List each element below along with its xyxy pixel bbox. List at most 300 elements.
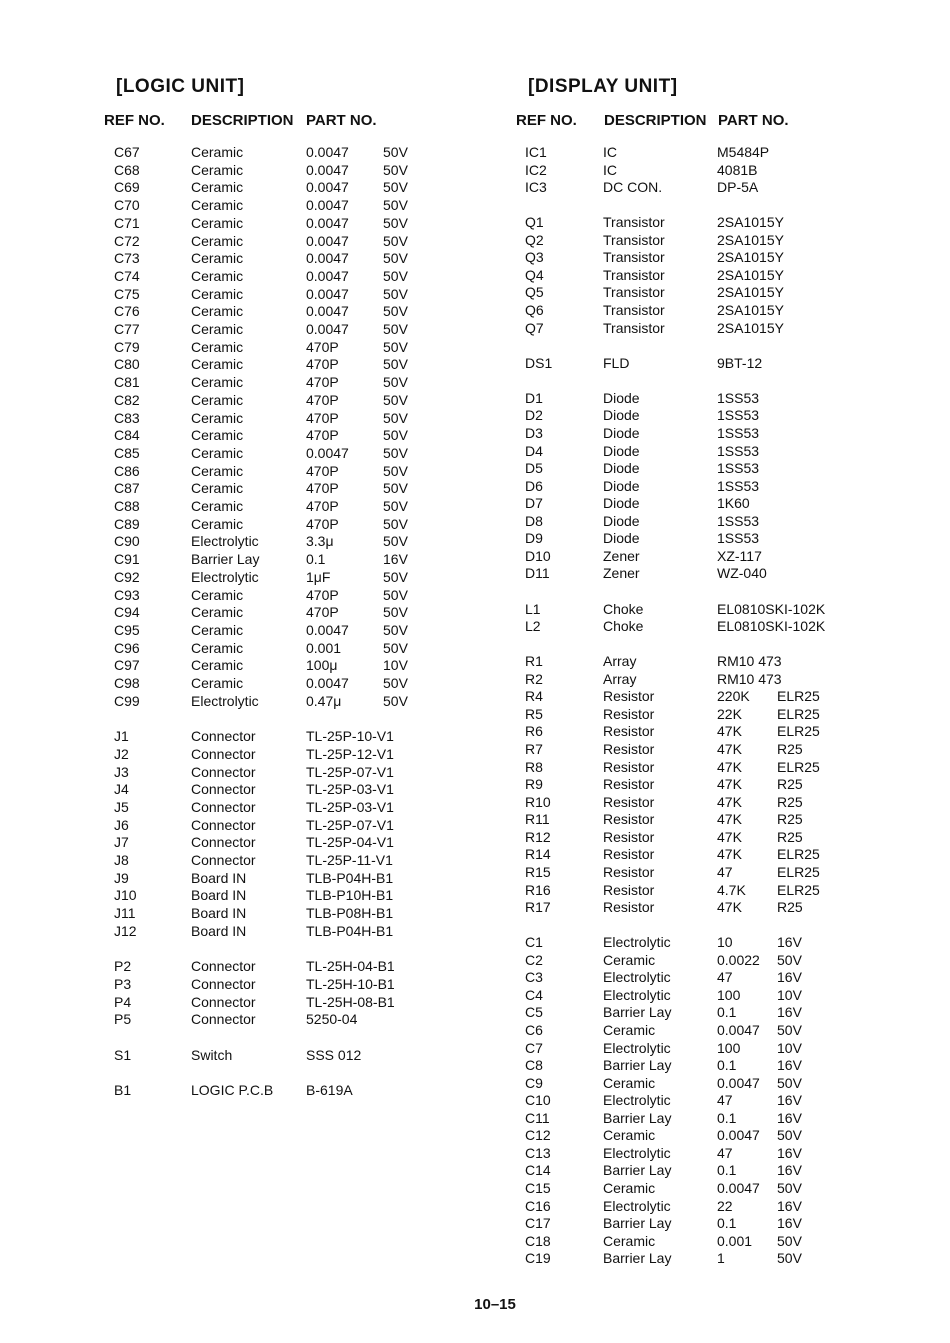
logic-ref-no: P4: [114, 993, 132, 1010]
logic-ref-no: J6: [114, 816, 129, 833]
logic-part-no: 470P: [306, 409, 339, 426]
display-part-no: 47K: [717, 776, 742, 793]
logic-description: Ceramic: [191, 427, 244, 444]
logic-part-no: B-619A: [306, 1082, 353, 1099]
display-part-no: 4.7K: [717, 881, 746, 898]
display-ref-no: D3: [525, 424, 543, 441]
display-part-no: DP-5A: [717, 179, 759, 196]
logic-rating: 50V: [383, 675, 408, 691]
logic-unit-title: [LOGIC UNIT]: [116, 76, 245, 97]
display-part-no: EL0810SKI-102K: [717, 600, 826, 617]
logic-description: Connector: [191, 993, 256, 1010]
logic-part-no: 0.0047: [306, 285, 349, 302]
display-part-no: 0.0047: [717, 1074, 760, 1091]
logic-ref-no: P3: [114, 975, 132, 992]
logic-ref-no: J9: [114, 869, 129, 886]
display-part-no: 1K60: [717, 495, 750, 512]
logic-ref-no: C93: [114, 586, 140, 603]
logic-rating: 50V: [383, 427, 408, 444]
display-rating: 10V: [777, 1039, 802, 1056]
logic-part-no: 0.0047: [306, 197, 349, 214]
display-description: Transistor: [603, 249, 665, 266]
display-part-no: 47: [717, 1144, 733, 1161]
display-ref-no: R12: [525, 828, 551, 845]
display-rating: R25: [777, 741, 803, 758]
display-description: Array: [603, 670, 637, 687]
display-description: Barrier Lay: [603, 1004, 672, 1021]
display-description: Choke: [603, 600, 644, 617]
logic-description: Connector: [191, 958, 256, 975]
display-rating: ELR25: [777, 723, 820, 740]
display-description: Diode: [603, 530, 640, 547]
display-description: Barrier Lay: [603, 1162, 672, 1179]
logic-part-no: TLB-P04H-B1: [306, 869, 394, 886]
display-part-no: 47K: [717, 793, 742, 810]
logic-part-no: 0.0047: [306, 321, 349, 337]
display-part-no: 22K: [717, 705, 742, 722]
display-unit-title: [DISPLAY UNIT]: [528, 76, 678, 97]
display-rating: 16V: [777, 1109, 802, 1126]
logic-rating: 50V: [383, 480, 408, 497]
display-part-no: 2SA1015Y: [717, 319, 784, 336]
logic-part-no: TLB-P08H-B1: [306, 905, 394, 922]
display-description: Resistor: [603, 688, 655, 705]
display-rating: 16V: [777, 1144, 802, 1161]
logic-ref-no: J12: [114, 922, 137, 939]
display-rating: ELR25: [777, 863, 820, 880]
logic-header-part: PART NO.: [306, 112, 377, 129]
logic-ref-no: P5: [114, 1011, 132, 1028]
display-ref-no: R1: [525, 653, 543, 670]
display-rating: ELR25: [777, 705, 820, 722]
logic-ref-no: C84: [114, 427, 140, 444]
logic-rating: 50V: [383, 356, 408, 373]
display-part-no: 0.1: [717, 1109, 737, 1126]
display-part-no: 47K: [717, 723, 742, 740]
logic-ref-no: J11: [114, 905, 136, 922]
display-description: Transistor: [603, 231, 665, 248]
logic-description: Ceramic: [191, 197, 244, 214]
display-description: Barrier Lay: [603, 1215, 672, 1232]
logic-description: Board IN: [191, 887, 247, 904]
display-part-no: 47: [717, 969, 733, 986]
display-ref-no: C7: [525, 1039, 543, 1056]
display-ref-no: IC2: [525, 161, 547, 178]
logic-description: Connector: [191, 852, 256, 868]
logic-description: Ceramic: [191, 657, 244, 674]
display-part-no: 47K: [717, 846, 742, 863]
logic-part-no: TLB-P10H-B1: [306, 887, 394, 904]
logic-description: Connector: [191, 1011, 256, 1028]
logic-part-no: 0.0047: [306, 161, 349, 178]
display-rating: 50V: [777, 1232, 802, 1249]
logic-ref-no: C72: [114, 232, 140, 249]
logic-description: Board IN: [191, 905, 247, 922]
display-part-no: 1SS53: [717, 477, 760, 494]
display-description: Electrolytic: [603, 1144, 671, 1161]
logic-rating: 50V: [383, 179, 408, 196]
display-part-no: 47K: [717, 758, 742, 775]
display-ref-no: Q3: [525, 249, 544, 266]
logic-ref-no: C70: [114, 197, 140, 214]
display-ref-no: D4: [525, 442, 543, 459]
display-description: Resistor: [603, 846, 655, 863]
logic-part-no: 470P: [306, 427, 339, 444]
display-part-no: 0.1: [717, 1057, 737, 1074]
display-ref-no: C4: [525, 986, 543, 1003]
logic-rating: 50V: [383, 267, 408, 284]
display-part-no: XZ-117: [717, 547, 762, 564]
logic-rating: 50V: [383, 639, 408, 656]
logic-ref-no: C97: [114, 657, 140, 674]
logic-part-no: 470P: [306, 374, 339, 391]
logic-description: Ceramic: [191, 338, 244, 355]
display-description: Electrolytic: [603, 986, 671, 1003]
logic-description: Ceramic: [191, 409, 244, 426]
logic-ref-no: C87: [114, 480, 140, 497]
display-ref-no: R5: [525, 705, 543, 722]
display-description: IC: [603, 161, 617, 178]
logic-description: Electrolytic: [191, 692, 259, 709]
display-description: Ceramic: [603, 1022, 656, 1038]
logic-description: Ceramic: [191, 144, 244, 160]
logic-ref-no: C69: [114, 179, 140, 196]
logic-ref-no: C91: [114, 551, 140, 568]
logic-description: Ceramic: [191, 391, 244, 408]
display-description: Resistor: [603, 741, 655, 758]
display-ref-no: IC3: [525, 179, 547, 196]
display-description: Ceramic: [603, 1127, 656, 1144]
logic-rating: 50V: [383, 462, 408, 479]
display-part-no: 22: [717, 1197, 733, 1214]
display-ref-no: D2: [525, 407, 543, 424]
display-part-no: 0.1: [717, 1215, 737, 1232]
display-part-no: EL0810SKI-102K: [717, 618, 826, 635]
display-description: Ceramic: [603, 951, 656, 968]
display-description: Resistor: [603, 881, 655, 898]
logic-rating: 50V: [383, 391, 408, 408]
logic-description: Electrolytic: [191, 533, 259, 550]
display-rating: ELR25: [777, 881, 820, 898]
logic-rating: 50V: [383, 374, 408, 391]
display-ref-no: Q5: [525, 284, 544, 301]
display-part-no: 100: [717, 1039, 741, 1056]
display-description: Resistor: [603, 899, 655, 916]
logic-description: Ceramic: [191, 621, 244, 638]
logic-description: Ceramic: [191, 285, 244, 302]
logic-ref-no: C76: [114, 303, 140, 320]
display-part-no: RM10 473: [717, 653, 782, 670]
display-description: Electrolytic: [603, 1197, 671, 1214]
display-description: Resistor: [603, 811, 655, 828]
display-part-no: 9BT-12: [717, 354, 763, 371]
display-part-no: 0.0047: [717, 1180, 760, 1197]
display-part-no: 1SS53: [717, 424, 760, 441]
display-ref-no: L1: [525, 600, 541, 617]
display-ref-no: R15: [525, 863, 551, 880]
display-part-no: 1SS53: [717, 389, 760, 406]
display-ref-no: R8: [525, 758, 543, 775]
display-rating: 16V: [777, 1004, 802, 1021]
logic-description: Board IN: [191, 869, 247, 886]
display-rating: 50V: [777, 1022, 802, 1038]
display-rating: ELR25: [777, 846, 820, 863]
logic-part-no: 100μ: [306, 657, 338, 674]
display-part-no: 4081B: [717, 161, 758, 178]
logic-ref-no: C77: [114, 321, 140, 337]
display-rating: R25: [777, 811, 803, 828]
display-description: Diode: [603, 424, 640, 441]
logic-description: Ceramic: [191, 480, 244, 497]
display-ref-no: Q7: [525, 319, 544, 336]
display-part-no: 0.1: [717, 1004, 737, 1021]
logic-description: Ceramic: [191, 321, 244, 337]
logic-description: Connector: [191, 745, 256, 762]
display-header-part: PART NO.: [718, 112, 789, 129]
display-rating: R25: [777, 828, 803, 845]
display-rating: 50V: [777, 1127, 802, 1144]
display-description: Ceramic: [603, 1232, 656, 1249]
logic-ref-no: C94: [114, 604, 140, 621]
logic-description: Ceramic: [191, 675, 244, 691]
logic-part-no: SSS 012: [306, 1046, 362, 1063]
logic-description: Ceramic: [191, 374, 244, 391]
display-part-no: 10: [717, 934, 733, 951]
display-ref-no: C14: [525, 1162, 551, 1179]
display-description: Diode: [603, 389, 640, 406]
logic-part-no: TL-25H-04-B1: [306, 958, 395, 975]
display-part-no: 2SA1015Y: [717, 266, 784, 283]
logic-description: Ceramic: [191, 214, 244, 231]
logic-rating: 50V: [383, 568, 408, 585]
logic-ref-no: J7: [114, 834, 129, 851]
logic-rating: 50V: [383, 285, 408, 302]
logic-ref-no: C71: [114, 214, 140, 231]
logic-description: Connector: [191, 798, 256, 815]
logic-rating: 50V: [383, 498, 408, 514]
logic-ref-no: J10: [114, 887, 137, 904]
display-description: Diode: [603, 407, 640, 424]
logic-part-no: 0.0047: [306, 232, 349, 249]
logic-header-description: DESCRIPTION: [191, 112, 294, 129]
logic-ref-no: J2: [114, 745, 129, 762]
logic-part-no: 470P: [306, 391, 339, 408]
display-ref-no: D10: [525, 547, 551, 564]
logic-part-no: 0.0047: [306, 303, 349, 320]
display-part-no: 47: [717, 1092, 733, 1109]
display-ref-no: C19: [525, 1250, 551, 1267]
display-description: Transistor: [603, 319, 665, 336]
display-description: Electrolytic: [603, 1092, 671, 1109]
logic-description: Board IN: [191, 922, 247, 939]
logic-description: Connector: [191, 728, 256, 745]
display-ref-no: Q4: [525, 266, 544, 283]
display-part-no: 1SS53: [717, 460, 760, 477]
display-description: Choke: [603, 618, 644, 635]
logic-description: Ceramic: [191, 444, 244, 461]
logic-part-no: TLB-P04H-B1: [306, 922, 394, 939]
logic-description: LOGIC P.C.B: [191, 1082, 274, 1099]
display-ref-no: R9: [525, 776, 543, 793]
logic-rating: 50V: [383, 586, 408, 603]
display-description: Resistor: [603, 705, 655, 722]
logic-ref-no: J1: [114, 728, 129, 745]
display-ref-no: C5: [525, 1004, 543, 1021]
display-description: Diode: [603, 495, 640, 512]
logic-ref-no: B1: [114, 1082, 132, 1099]
display-part-no: 0.001: [717, 1232, 753, 1249]
logic-part-no: 0.001: [306, 639, 342, 656]
display-rating: 16V: [777, 969, 802, 986]
display-ref-no: D6: [525, 477, 543, 494]
logic-part-no: TL-25H-08-B1: [306, 993, 395, 1010]
display-ref-no: C1: [525, 934, 543, 951]
display-part-no: 1SS53: [717, 407, 760, 424]
logic-part-no: TL-25P-03-V1: [306, 798, 394, 815]
logic-ref-no: C79: [114, 338, 140, 355]
logic-description: Ceramic: [191, 250, 244, 267]
display-ref-no: D8: [525, 512, 543, 529]
display-ref-no: R11: [525, 811, 550, 828]
logic-ref-no: C85: [114, 444, 140, 461]
display-rating: 50V: [777, 1074, 802, 1091]
display-part-no: 1SS53: [717, 442, 760, 459]
logic-part-no: 0.0047: [306, 444, 349, 461]
display-ref-no: C16: [525, 1197, 551, 1214]
logic-part-no: 470P: [306, 480, 339, 497]
logic-description: Connector: [191, 816, 256, 833]
logic-part-no: 470P: [306, 356, 339, 373]
display-rating: 16V: [777, 1162, 802, 1179]
display-header-description: DESCRIPTION: [604, 112, 707, 129]
logic-part-no: 0.0047: [306, 179, 349, 196]
logic-rating: 50V: [383, 533, 408, 550]
logic-rating: 50V: [383, 604, 408, 621]
logic-part-no: 0.0047: [306, 214, 349, 231]
display-description: Array: [603, 653, 637, 670]
display-ref-no: R4: [525, 688, 543, 705]
display-ref-no: C6: [525, 1022, 543, 1038]
display-ref-no: Q2: [525, 231, 544, 248]
logic-description: Ceramic: [191, 356, 244, 373]
display-rating: ELR25: [777, 758, 820, 775]
display-ref-no: C8: [525, 1057, 543, 1074]
logic-ref-no: C95: [114, 621, 140, 638]
logic-description: Ceramic: [191, 498, 244, 514]
display-part-no: M5484P: [717, 144, 770, 160]
logic-part-no: 0.0047: [306, 250, 349, 267]
display-description: IC: [603, 144, 617, 160]
display-description: Ceramic: [603, 1180, 656, 1197]
logic-header-ref: REF NO.: [104, 112, 165, 129]
display-rating: 50V: [777, 951, 802, 968]
display-rating: 50V: [777, 1250, 802, 1267]
display-ref-no: C11: [525, 1109, 550, 1126]
display-part-no: 0.0047: [717, 1127, 760, 1144]
logic-ref-no: C86: [114, 462, 140, 479]
logic-description: Connector: [191, 975, 256, 992]
logic-part-no: 470P: [306, 515, 339, 532]
display-ref-no: R14: [525, 846, 551, 863]
logic-description: Ceramic: [191, 179, 244, 196]
logic-description: Ceramic: [191, 462, 244, 479]
logic-description: Ceramic: [191, 639, 244, 656]
display-ref-no: IC1: [525, 144, 547, 160]
logic-part-no: 470P: [306, 604, 339, 621]
display-ref-no: R17: [525, 899, 551, 916]
logic-part-no: 470P: [306, 586, 339, 603]
logic-description: Ceramic: [191, 303, 244, 320]
logic-part-no: TL-25P-04-V1: [306, 834, 394, 851]
logic-ref-no: J4: [114, 781, 129, 798]
display-description: Electrolytic: [603, 1039, 671, 1056]
display-rating: ELR25: [777, 688, 820, 705]
logic-ref-no: J3: [114, 763, 129, 780]
logic-ref-no: C67: [114, 144, 140, 160]
logic-rating: 50V: [383, 161, 408, 178]
logic-part-no: 470P: [306, 338, 339, 355]
display-part-no: 1SS53: [717, 530, 760, 547]
logic-part-no: 0.47μ: [306, 692, 342, 709]
display-description: Resistor: [603, 793, 655, 810]
logic-ref-no: C99: [114, 692, 140, 709]
logic-part-no: 0.0047: [306, 675, 349, 691]
display-part-no: 1SS53: [717, 512, 760, 529]
logic-part-no: TL-25P-11-V1: [306, 852, 393, 868]
display-ref-no: L2: [525, 618, 541, 635]
display-ref-no: D9: [525, 530, 543, 547]
logic-ref-no: C75: [114, 285, 140, 302]
logic-ref-no: C90: [114, 533, 140, 550]
display-rating: 10V: [777, 986, 802, 1003]
display-ref-no: R2: [525, 670, 543, 687]
display-description: Transistor: [603, 214, 665, 231]
logic-ref-no: C74: [114, 267, 140, 284]
logic-part-no: 470P: [306, 498, 339, 514]
display-description: Zener: [603, 547, 640, 564]
logic-ref-no: P2: [114, 958, 132, 975]
display-part-no: 2SA1015Y: [717, 284, 784, 301]
display-ref-no: C3: [525, 969, 543, 986]
display-part-no: 1: [717, 1250, 725, 1267]
display-rating: 50V: [777, 1180, 802, 1197]
logic-part-no: TL-25P-07-V1: [306, 763, 394, 780]
display-header-ref: REF NO.: [516, 112, 577, 129]
display-rating: R25: [777, 793, 803, 810]
logic-ref-no: C83: [114, 409, 140, 426]
logic-ref-no: J8: [114, 852, 129, 868]
logic-description: Ceramic: [191, 232, 244, 249]
logic-part-no: TL-25P-10-V1: [306, 728, 394, 745]
display-description: Zener: [603, 565, 640, 582]
logic-part-no: 470P: [306, 462, 339, 479]
display-ref-no: D7: [525, 495, 543, 512]
display-ref-no: R7: [525, 741, 543, 758]
display-description: Transistor: [603, 266, 665, 283]
display-ref-no: Q6: [525, 302, 544, 319]
display-part-no: 47: [717, 863, 733, 880]
logic-part-no: 0.0047: [306, 267, 349, 284]
display-description: Barrier Lay: [603, 1057, 672, 1074]
display-ref-no: R16: [525, 881, 551, 898]
logic-rating: 50V: [383, 621, 408, 638]
display-ref-no: C13: [525, 1144, 551, 1161]
display-part-no: 47K: [717, 811, 742, 828]
logic-part-no: 0.0047: [306, 144, 349, 160]
logic-part-no: 0.0047: [306, 621, 349, 638]
logic-rating: 50V: [383, 444, 408, 461]
display-part-no: 47K: [717, 899, 742, 916]
